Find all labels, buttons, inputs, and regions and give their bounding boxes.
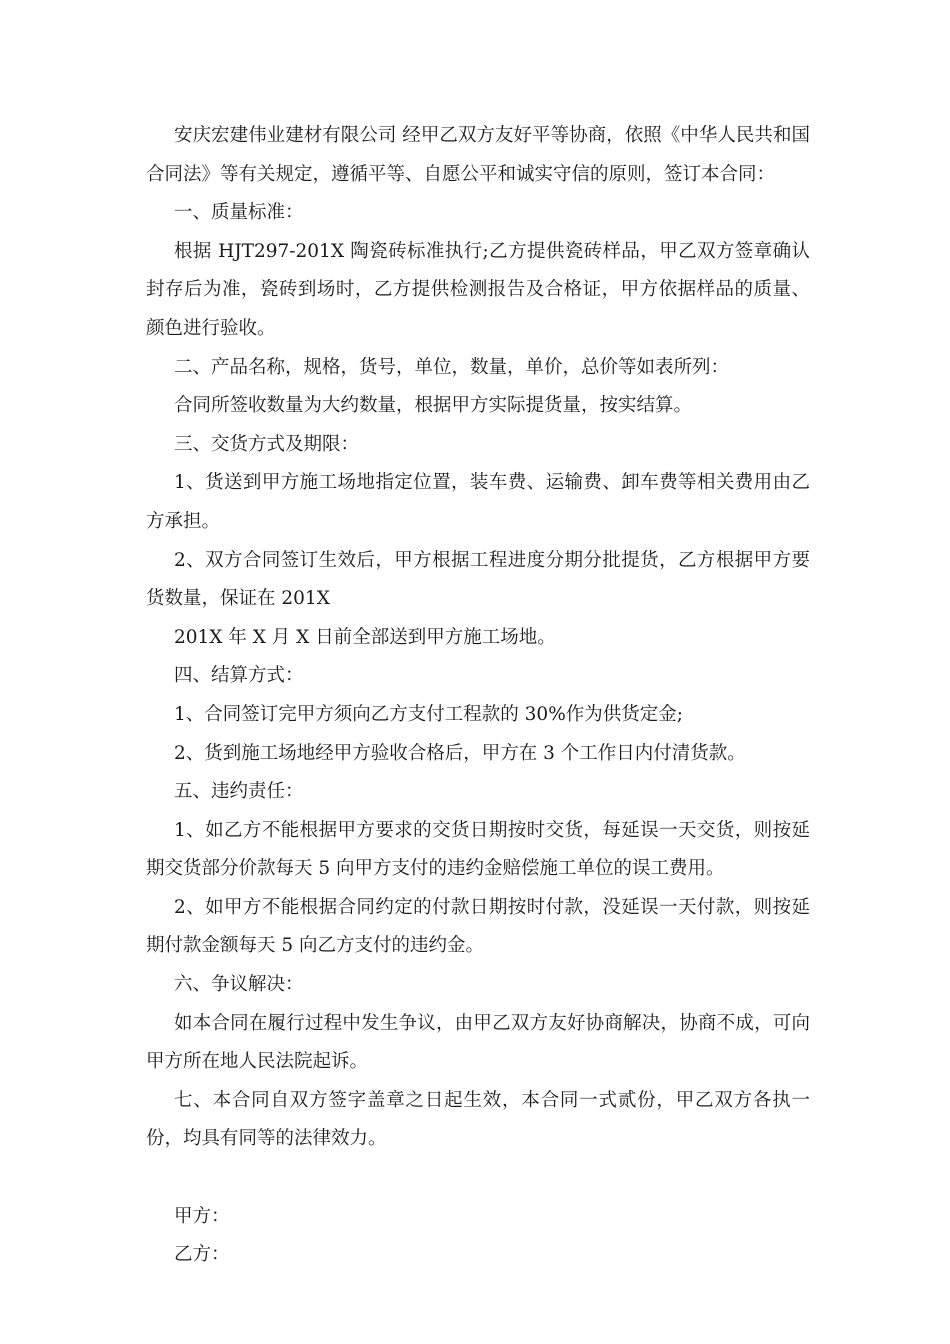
section-2-title: 二、产品名称，规格，货号，单位，数量，单价，总价等如表所列： — [174, 356, 730, 378]
section-4-item-2: 2、货到施工场地经甲方验收合格后，甲方在 3 个工作日内付清货款。 — [174, 742, 746, 764]
section-6-body: 如本合同在履行过程中发生争议，由甲乙双方友好协商解决，协商不成，可向甲方所在地人民法院起诉。 — [146, 1012, 810, 1073]
section-5-item-1: 1、如乙方不能根据甲方要求的交货日期按时交货，每延误一天交货，则按延期交货部分价款每天 5 向甲方支付的违约金赔偿施工单位的误工费用。 — [146, 819, 810, 880]
section-5-title: 五、违约责任： — [174, 781, 304, 803]
section-3-item-2: 2、双方合同签订生效后，甲方根据工程进度分期分批提货，乙方根据甲方要货数量，保证在 201X — [146, 549, 810, 610]
section-1-body: 根据 HJT297-201X 陶瓷砖标准执行;乙方提供瓷砖样品，甲乙双方签章确认封存后为准，瓷砖到场时，乙方提供检测报告及合格证，甲方依据样品的质量、颜色进行验收。 — [146, 240, 810, 339]
section-6-title: 六、争议解决： — [174, 974, 304, 996]
section-3-title: 三、交货方式及期限： — [174, 433, 360, 455]
section-2-body: 合同所签收数量为大约数量，根据甲方实际提货量，按实结算。 — [174, 395, 693, 417]
party-a-signature: 甲方： — [174, 1205, 230, 1227]
contract-intro: 安庆宏建伟业建材有限公司 经甲乙双方友好平等协商，依照《中华人民共和国合同法》等有关规定，遵循平等、自愿公平和诚实守信的原则，签订本合同： — [146, 125, 810, 185]
section-4-item-1: 1、合同签订完甲方须向乙方支付工程款的 30%作为供货定金; — [174, 703, 684, 725]
section-4-title: 四、结算方式： — [174, 665, 304, 687]
section-7-body: 七、本合同自双方签字盖章之日起生效，本合同一式贰份，甲乙双方各执一份，均具有同等的法律效力。 — [146, 1089, 810, 1150]
section-1-title: 一、质量标准： — [174, 202, 304, 224]
contract-body — [146, 117, 810, 1275]
section-3-item-2-continued: 201X 年 X 月 X 日前全部送到甲方施工场地。 — [174, 626, 556, 648]
section-5-item-2: 2、如甲方不能根据合同约定的付款日期按时付款，没延误一天付款，则按延期付款金额每天 5 向乙方支付的违约金。 — [146, 896, 810, 957]
section-3-item-1: 1、货送到甲方施工场地指定位置，装车费、运输费、卸车费等相关费用由乙方承担。 — [146, 472, 810, 532]
party-b-signature: 乙方： — [174, 1244, 230, 1266]
